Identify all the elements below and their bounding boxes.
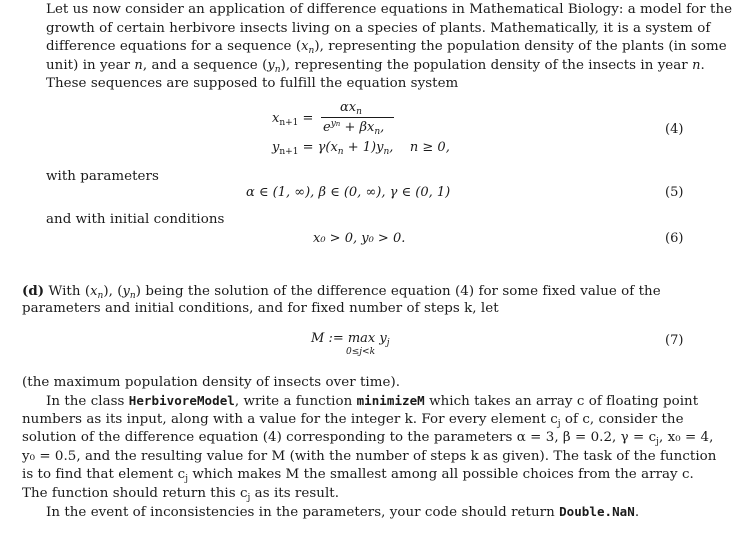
intro-line-4-b: , and a sequence ( [142,58,268,73]
after-line-3: numbers as its input, along with a value for the integer k. For every element $c_j$ of c, consider the [22,412,684,429]
intro-line-3-a: difference equations for a sequence ( [46,39,302,54]
after-line-5: y₀ = 0.5, and the resulting value for M (with the number of steps k as given). The task of the function [22,449,717,464]
part-d-line-2: parameters and initial conditions, and for fixed number of steps k, let [22,301,499,316]
nan-code: Double.NaN [559,504,635,519]
intro-line-3-b: ), representing the population density of the plants (in some [314,39,727,54]
eq5-label: (5) [665,185,684,200]
equation-7: M := $\max y_j$ [311,331,390,348]
after-line-1: (the maximum population density of insects over time). [22,375,401,390]
with-parameters-label: with parameters [46,169,159,184]
eq4-denominator: $e^{yn} + \beta x_n$, [323,119,385,137]
eq4-label: (4) [665,122,684,137]
after-line-2: In the class HerbivoreModel, write a function minimizeM which takes an array c of floating point [46,393,699,409]
eq4-fraction-bar [321,117,394,118]
part-d-label: (d) [22,283,45,299]
intro-line-4-c: ), representing the population density of the insects in year [280,58,693,73]
equation-6: x₀ > 0, y₀ > 0. [313,231,406,246]
after-line-6: is to find that element $c_j$ which makes M the smallest among all possible choices from the array c. [22,467,694,484]
eq4-lhs-x: $x_{n+1}$ = [272,111,314,128]
intro-line-4-a: unit) in year [46,58,135,73]
eq7-subscript: 0≤j<k [346,347,376,357]
after-line-8: In the event of inconsistencies in the parameters, your code should return Double.NaN. [46,504,640,520]
eq4-y-line: $y_{n+1} = \gamma(x_n + 1)y_n$, n ≥ 0, [272,140,450,157]
class-name-code: HerbivoreModel [128,393,235,408]
intro-line-1: Let us now consider an application of difference equations in Mathematical Biology: a model for the [46,2,732,17]
initial-conditions-label: and with initial conditions [46,212,225,227]
eq4-numerator: $\alpha x_n$ [340,100,362,117]
intro-line-4-d: . [700,58,705,73]
after-line-7: The function should return this $c_j$ as its result. [22,486,340,503]
eq4-condition: n ≥ 0, [409,140,450,155]
function-name-code: minimizeM [356,393,425,408]
equation-5: α ∈ (1, ∞), β ∈ (0, ∞), γ ∈ (0, 1) [246,185,451,200]
intro-line-4: unit) in year n, and a sequence $(y_n)$, representing the population density of the insects in year n. [46,58,705,75]
intro-line-5: These sequences are supposed to fulfill the equation system [46,76,459,91]
eq6-label: (6) [665,231,684,246]
after-line-4: solution of the difference equation (4) corresponding to the parameters α = 3, β = 0.2, $\gamma = c_j$, x₀ = 4, [22,430,714,447]
eq7-label: (7) [665,333,684,348]
intro-line-3: difference equations for a sequence $(x_n)$, representing the population density of the plants (in some [46,39,727,56]
intro-line-2: growth of certain herbivore insects living on a species of plants. Mathematically, it is a system of [46,21,711,36]
part-d-line-1: (d) With $(x_n)$, $(y_n)$ being the solution of the difference equation (4) for some fixed value of the [22,283,661,301]
